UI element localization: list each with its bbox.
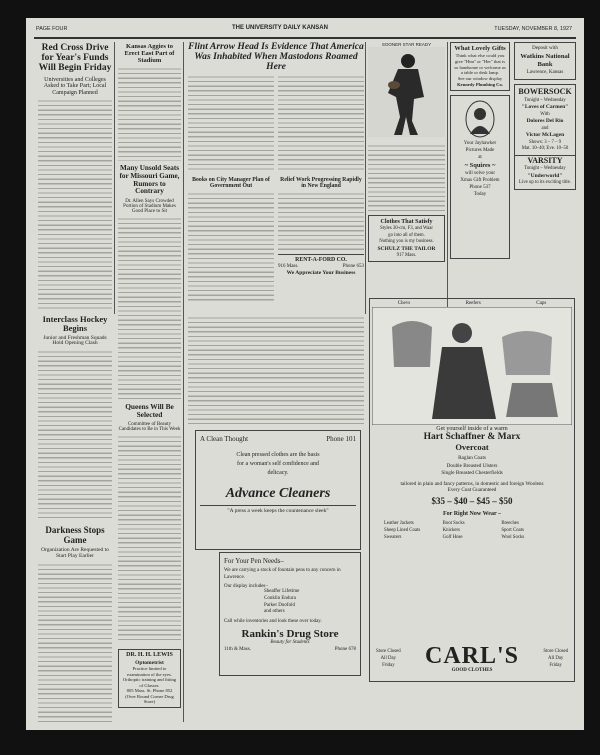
apparel-item: Sweaters [384, 534, 402, 540]
column-5 [450, 42, 510, 314]
gifts-ad [450, 42, 510, 91]
page-header [26, 22, 584, 36]
article-text [188, 192, 274, 302]
lower-center-text [188, 316, 364, 424]
store-hours-right [543, 648, 568, 670]
headline-hockey: Interclass Hockey Begins [42, 313, 108, 333]
headline-red-cross: Red Cross Drive for Year's Funds Will Begin Friday [38, 43, 112, 73]
ad-address: 11th & Mass. [224, 647, 251, 652]
pen-brand: Conklin Endura [264, 595, 296, 601]
ad-tagline: Live up to its exciting title. [519, 180, 571, 186]
column-3 [188, 42, 364, 314]
ad-tagline: "A press a week keeps the countenance sleek" [200, 505, 356, 514]
article-text [118, 67, 181, 161]
ad-address: 917 Mass. [396, 252, 417, 258]
ad-name: ~ Squires ~ [464, 161, 496, 169]
cleaners-logo: Advance Cleaners [225, 486, 331, 501]
article-text [368, 144, 445, 212]
column-divider [447, 42, 448, 314]
text-block [278, 75, 364, 301]
showing-days: Tonight – Wednesday [524, 97, 566, 103]
ad-address: 805 Mass. St. Phone 852 [126, 688, 173, 694]
tailor-ad [368, 215, 445, 262]
photo-caption: SOONER STAR READY [381, 42, 432, 47]
subhead-queens: Committee of Beauty Candidates to Be in This Week [118, 421, 181, 433]
apparel-list [384, 520, 560, 542]
label-chevs: Chevs [397, 301, 411, 306]
ad-phone: Phone 653 [342, 264, 364, 270]
price-range: $35 – $40 – $45 – $50 [431, 495, 513, 506]
article-text [188, 75, 274, 173]
store-hours-line: Friday [382, 663, 395, 669]
ad-tagline: We Appreciate Your Business [286, 270, 356, 277]
ad-line: Today [473, 191, 487, 197]
ad-line: With [540, 111, 550, 117]
ticket-prices: Mat. 10–40; Eve. 10–50 [521, 146, 569, 152]
apparel-item: Breeches [501, 520, 519, 526]
store-hours-line: Friday [549, 663, 562, 669]
ad-illustration-labels [370, 301, 574, 306]
ad-phone: Phone 101 [326, 435, 356, 443]
headline-relief: Relief Work Progressing Rapidly in New England [280, 177, 362, 190]
apparel-item: Leather Jackets [384, 520, 414, 526]
masthead: THE UNIVERSITY DAILY KANSAN [232, 25, 328, 31]
subhead-red-cross: Universities and Colleges Asked to Take Part; Local Campaign Planned [43, 76, 107, 96]
ad-line: Our display includes– [224, 584, 268, 589]
subhead-darkness: Organization Are Requested to Start Play Earlier [41, 547, 109, 559]
pen-brand: and others [264, 609, 285, 615]
photo-ad [450, 95, 510, 259]
ad-intro: Get yourself inside of a warm [436, 426, 508, 432]
ad-body: Think what else could you give "Him" or "Her" that is so handsome or welcome as a table or desk lamp. [454, 53, 506, 76]
cleaners-ad [195, 430, 361, 550]
column-2 [118, 42, 181, 722]
apparel-item: Golf Hose [442, 534, 463, 540]
apparel-item: Sport Coats [501, 527, 524, 533]
show-times: Shows: 3 – 7 – 9 [528, 139, 562, 145]
ad-tail: tailored in plain and fancy patterns, in domestic and foreign Woolens [400, 480, 544, 487]
pen-brand: Sheaffer Lifetime [264, 589, 300, 594]
headline-aggies: Kansas Aggies to Erect East Part of Stadium [124, 43, 175, 64]
ad-line: See our window display [457, 76, 503, 82]
apparel-item: Wool Socks [501, 534, 525, 540]
ad-footnote: (Over Round Corner Drug Store) [125, 693, 174, 705]
ad-title: Optometrist [135, 659, 164, 666]
column-divider [365, 42, 366, 314]
ad-line: Call while inventories and look these over today. [224, 619, 322, 624]
ad-address: 916 Mass. [278, 264, 299, 270]
column-divider [183, 42, 184, 722]
article-text [278, 192, 364, 250]
article-text [118, 217, 181, 399]
article-text [278, 75, 364, 173]
product-name: Overcoat [455, 442, 489, 452]
ad-heading: For Your Pen Needs– [224, 557, 284, 565]
page-number: PAGE FOUR [36, 26, 68, 32]
portrait-icon [465, 100, 495, 138]
article-text [188, 316, 364, 424]
football-player-photo [368, 47, 445, 137]
ad-contact-row [224, 647, 356, 652]
logo-subtitle: GOOD CLOTHES [451, 668, 493, 673]
article-text [38, 99, 112, 309]
theater-name: VARSITY [527, 155, 563, 165]
ad-line: will solve your [465, 170, 495, 176]
drug-store-ad [219, 552, 361, 676]
coat-style: Single Breasted Chesterfields [441, 470, 503, 477]
headline-darkness: Darkness Stops Game [45, 525, 105, 545]
store-hours-line: Store Closed [543, 648, 568, 654]
store-hours-line: Store Closed [376, 648, 401, 654]
ad-intro: We are carrying a stock of fountain pens to any concern in Lawrence. [224, 568, 341, 580]
ad-body: Practice limited to examination of the eyes. Orthoptic training and fitting of Glasses. [122, 666, 177, 688]
ad-line: Xmas Gift Problem [460, 177, 500, 183]
ad-name: Rankin's Drug Store [241, 628, 339, 640]
column-1 [38, 42, 112, 722]
coat-style: Raglan Coats [458, 455, 486, 461]
header-rule [34, 37, 576, 39]
subhead-missouri: Dr. Allen Says Crowded Portion of Stadium Makes Good Place to Sit [123, 198, 176, 215]
ad-line: and [541, 125, 549, 131]
store-hours-line: All Day [548, 655, 564, 661]
apparel-item: Boot Socks [442, 520, 465, 526]
logo-text: CARL'S [424, 643, 520, 669]
ad-line: go into all of them. [388, 232, 425, 238]
optometrist-ad [118, 649, 181, 707]
coat-style: Double Breasted Ulsters [446, 462, 498, 469]
showing-days: Tonight – Wednesday [524, 166, 566, 172]
ad-heading-row [200, 435, 356, 443]
apparel-item: Knickers [442, 527, 460, 533]
store-hours-left [376, 648, 401, 670]
label-caps: Caps [536, 301, 547, 306]
headline-queens: Queens Will Be Selected [125, 402, 174, 420]
subhead-hockey: Junior and Freshman Squads Hold Opening Clash [43, 334, 107, 347]
text-block [188, 75, 274, 301]
pen-brand: Parker Duofold [264, 602, 295, 608]
ad-line: Pictures Made [465, 147, 495, 153]
film-title: "Loves of Carmen" [521, 104, 569, 111]
ad-line: Nothing you is my business. [379, 239, 434, 245]
apparel-item: Sheep Lined Coats [384, 527, 421, 533]
article-text [118, 435, 181, 643]
ad-heading: What Lovely Gifts [454, 45, 506, 52]
ad-name: DR. H. H. LEWIS [126, 652, 173, 659]
article-text [38, 350, 112, 520]
film-star: Victor McLagen [525, 132, 565, 139]
ad-line: Deposit with [532, 46, 558, 51]
right-now-heading: For Right Now Wear – [443, 510, 501, 517]
store-hours-line: All Day [380, 655, 396, 661]
theater-ad [514, 84, 576, 190]
coat-styles [370, 455, 574, 478]
film-star: Dolores Del Rio [526, 118, 564, 125]
column-4 [368, 42, 445, 314]
newspaper-page [26, 18, 584, 730]
ad-line: Your Jayhawker [463, 140, 497, 146]
headline-flint-arrow: Flint Arrow Head Is Evidence That America Was Inhabited When Mastodons Roamed Here [188, 42, 364, 73]
ad-heading: Clothes That Satisfy [380, 219, 433, 225]
overcoat-illustration [372, 307, 572, 425]
issue-date: TUESDAY, NOVEMBER 8, 1927 [494, 26, 572, 32]
column-divider [114, 42, 115, 314]
ad-body: Clean pressed clothes are the basis for a woman's self confidence and delicacy. [236, 452, 320, 476]
ad-name: RENT-A-FORD CO. [295, 257, 347, 264]
ad-line: Styles 30-cm, F3, and Waar [379, 226, 434, 232]
rent-a-ford-ad [278, 254, 364, 277]
ad-heading: A Clean Thought [200, 435, 249, 443]
ad-phone: Phone 678 [334, 647, 356, 652]
headline-missouri: Many Unsold Seats for Missouri Game, Rumors to Contrary [119, 164, 180, 196]
ad-name: Kennedy Plumbing Co. [457, 81, 503, 87]
guarantee: Every Coat Guaranteed [447, 486, 497, 493]
ad-name: SCHULZ THE TAILOR [377, 245, 436, 252]
store-logo [425, 644, 519, 673]
headline-books: Books on City Manager Plan of Government Out [192, 177, 270, 190]
ad-line: at [478, 154, 482, 160]
label-reefers: Reefers [465, 301, 481, 306]
column-6 [514, 42, 576, 314]
ad-city: Lawrence, Kansas [526, 69, 564, 75]
overcoat-ad [369, 298, 575, 682]
bank-ad [514, 42, 576, 80]
brand-name: Hart Schaffner & Marx [423, 432, 521, 442]
article-text [38, 563, 112, 722]
ad-name: Watkins National Bank [520, 52, 570, 69]
pen-brands [264, 589, 356, 616]
theater-name: BOWERSOCK [518, 87, 572, 97]
store-footer [376, 644, 568, 673]
film-title: "Underworld" [527, 172, 563, 179]
ad-tagline: Beauty for Students [270, 640, 310, 645]
ad-phone: Phone 537 [469, 184, 491, 190]
